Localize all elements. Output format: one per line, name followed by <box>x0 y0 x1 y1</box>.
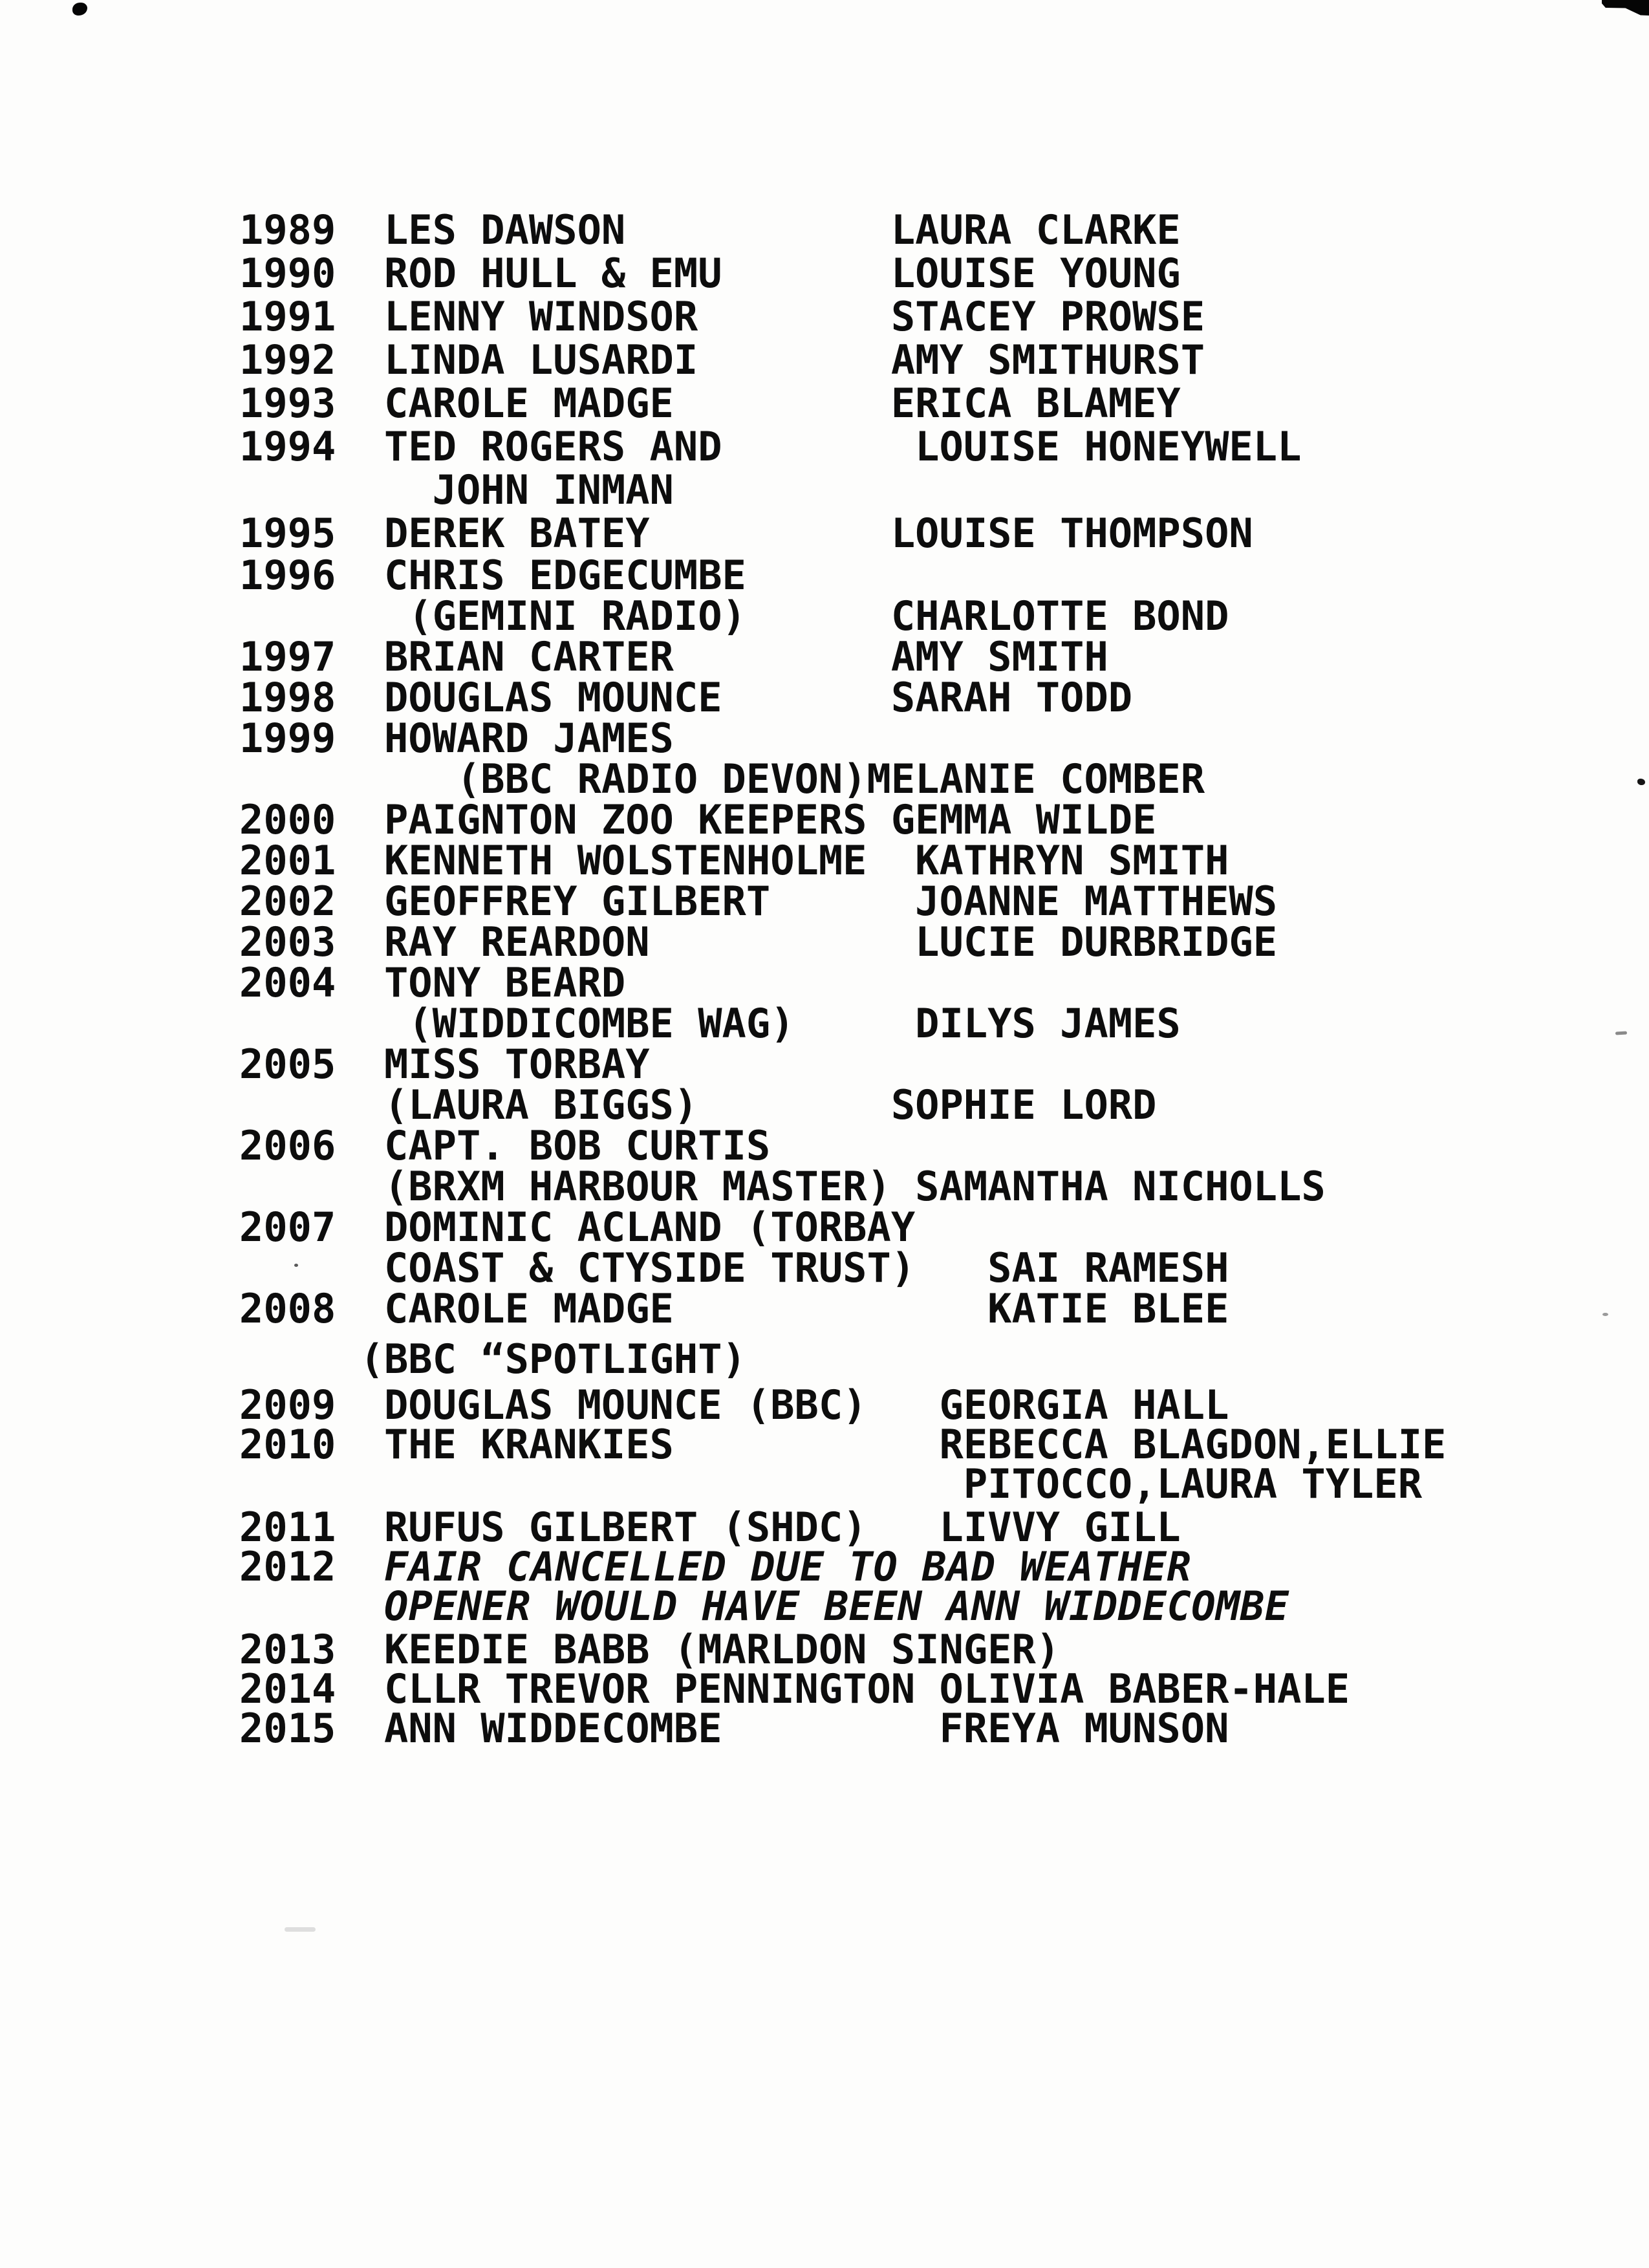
entry-text: 1995 DEREK BATEY LOUISE THOMPSON <box>239 510 1253 557</box>
scan-speck <box>1615 1031 1627 1035</box>
entry-text: 2005 MISS TORBAY <box>239 1041 650 1088</box>
entry-text: 2006 CAPT. BOB CURTIS <box>239 1122 771 1169</box>
entry-text: 2000 PAIGNTON ZOO KEEPERS GEMMA WILDE <box>239 796 1157 843</box>
entry-text: 1998 DOUGLAS MOUNCE SARAH TODD <box>239 674 1133 721</box>
entry-continuation-line <box>239 755 1446 803</box>
entry-text: 2014 CLLR TREVOR PENNINGTON OLIVIA BABER-HALE <box>239 1665 1350 1712</box>
entry-continuation-line <box>239 1000 1446 1047</box>
entry-2001 <box>239 837 1446 884</box>
entry-text: 2011 RUFUS GILBERT (SHDC) LIVVY GILL <box>239 1504 1181 1551</box>
scan-speck <box>1602 1313 1608 1316</box>
entry-continuation-line <box>239 1163 1446 1210</box>
entry-2012 <box>239 1543 1446 1590</box>
entry-text: 2004 TONY BEARD <box>239 959 626 1006</box>
entry-text: 2012 <box>239 1543 384 1590</box>
entry-text: 2007 DOMINIC ACLAND (TORBAY <box>239 1204 916 1251</box>
entry-continuation-line <box>239 1460 1446 1507</box>
entry-continuation-line <box>239 1244 1446 1291</box>
entry-2006 <box>239 1122 1446 1169</box>
entry-text: (BRXM HARBOUR MASTER) SAMANTHA NICHOLLS <box>239 1163 1326 1210</box>
entry-2000 <box>239 796 1446 843</box>
entry-2009 <box>239 1381 1446 1429</box>
scan-corner-mark <box>1602 0 1649 16</box>
entry-2015 <box>239 1705 1446 1752</box>
entry-1995 <box>239 512 1446 555</box>
entry-1999 <box>239 715 1446 762</box>
entry-text: 1993 CAROLE MADGE ERICA BLAMEY <box>239 380 1181 427</box>
entry-text: 1994 TED ROGERS AND LOUISE HONEYWELL <box>239 423 1302 470</box>
entry-1998 <box>239 674 1446 721</box>
entry-text: 2015 ANN WIDDECOMBE FREYA MUNSON <box>239 1705 1229 1752</box>
fair-openers-list <box>239 206 1447 1752</box>
entry-2007 <box>239 1204 1446 1251</box>
entry-1993 <box>239 382 1446 425</box>
entry-2013 <box>239 1626 1446 1673</box>
entry-2008 <box>239 1285 1446 1332</box>
entry-continuation-line <box>239 468 1446 512</box>
entry-text: 2002 GEOFFREY GILBERT JOANNE MATTHEWS <box>239 878 1278 925</box>
entry-text: 2003 RAY REARDON LUCIE DURBRIDGE <box>239 918 1278 966</box>
entry-2010 <box>239 1421 1447 1468</box>
entry-text: 2009 DOUGLAS MOUNCE (BBC) GEORGIA HALL <box>239 1381 1229 1429</box>
scan-speck <box>1637 779 1645 785</box>
entry-1990 <box>239 252 1446 295</box>
entry-continuation-line <box>239 592 1446 640</box>
entry-text: 1991 LENNY WINDSOR STACEY PROWSE <box>239 293 1205 340</box>
entry-text-italic: OPENER WOULD HAVE BEEN ANN WIDDECOMBE <box>383 1582 1289 1630</box>
entry-text: 2008 CAROLE MADGE KATIE BLEE <box>239 1285 1229 1332</box>
entry-2011 <box>239 1504 1446 1551</box>
entry-2004 <box>239 959 1446 1006</box>
entry-continuation-line <box>239 1081 1446 1129</box>
entry-2003 <box>239 918 1446 966</box>
entry-2002 <box>239 878 1446 925</box>
entry-text: (BBC RADIO DEVON)MELANIE COMBER <box>239 755 1205 803</box>
ink-blot-artifact <box>72 3 87 16</box>
entry-2005 <box>239 1041 1446 1088</box>
entry-text: 1989 LES DAWSON LAURA CLARKE <box>239 206 1181 254</box>
entry-text: 1999 HOWARD JAMES <box>239 715 674 762</box>
entry-text: 2013 KEEDIE BABB (MARLDON SINGER) <box>239 1626 1061 1673</box>
entry-text-italic: FAIR CANCELLED DUE TO BAD WEATHER <box>383 1543 1192 1590</box>
entry-text: PITOCCO,LAURA TYLER <box>239 1460 1423 1507</box>
entry-1997 <box>239 633 1446 680</box>
entry-1994 <box>239 425 1446 468</box>
entry-text: JOHN INMAN <box>239 466 674 513</box>
entry-text: COAST & CTYSIDE TRUST) SAI RAMESH <box>239 1244 1229 1291</box>
entry-text: (LAURA BIGGS) SOPHIE LORD <box>239 1081 1157 1129</box>
entry-1996 <box>239 552 1446 599</box>
entry-text: 1996 CHRIS EDGECUMBE <box>239 552 746 599</box>
entry-1992 <box>239 338 1446 382</box>
entry-1991 <box>239 295 1446 338</box>
entry-text: 1990 ROD HULL & EMU LOUISE YOUNG <box>239 250 1181 297</box>
entry-text: (BBC “SPOTLIGHT) <box>239 1335 746 1383</box>
entry-text: 1997 BRIAN CARTER AMY SMITH <box>239 633 1108 680</box>
entry-continuation-line <box>239 1335 1446 1383</box>
entry-2014 <box>239 1665 1446 1712</box>
entry-text <box>239 1582 384 1630</box>
entry-text: (WIDDICOMBE WAG) DILYS JAMES <box>239 1000 1181 1047</box>
entry-text: (GEMINI RADIO) CHARLOTTE BOND <box>239 592 1229 640</box>
entry-text: 1992 LINDA LUSARDI AMY SMITHURST <box>239 336 1205 383</box>
entry-text: 2010 THE KRANKIES REBECCA BLAGDON,ELLIE <box>239 1421 1447 1468</box>
entry-1989 <box>239 208 1446 252</box>
entry-continuation-line <box>239 1582 1446 1630</box>
scan-smudge <box>285 1927 316 1932</box>
entry-text: 2001 KENNETH WOLSTENHOLME KATHRYN SMITH <box>239 837 1229 884</box>
